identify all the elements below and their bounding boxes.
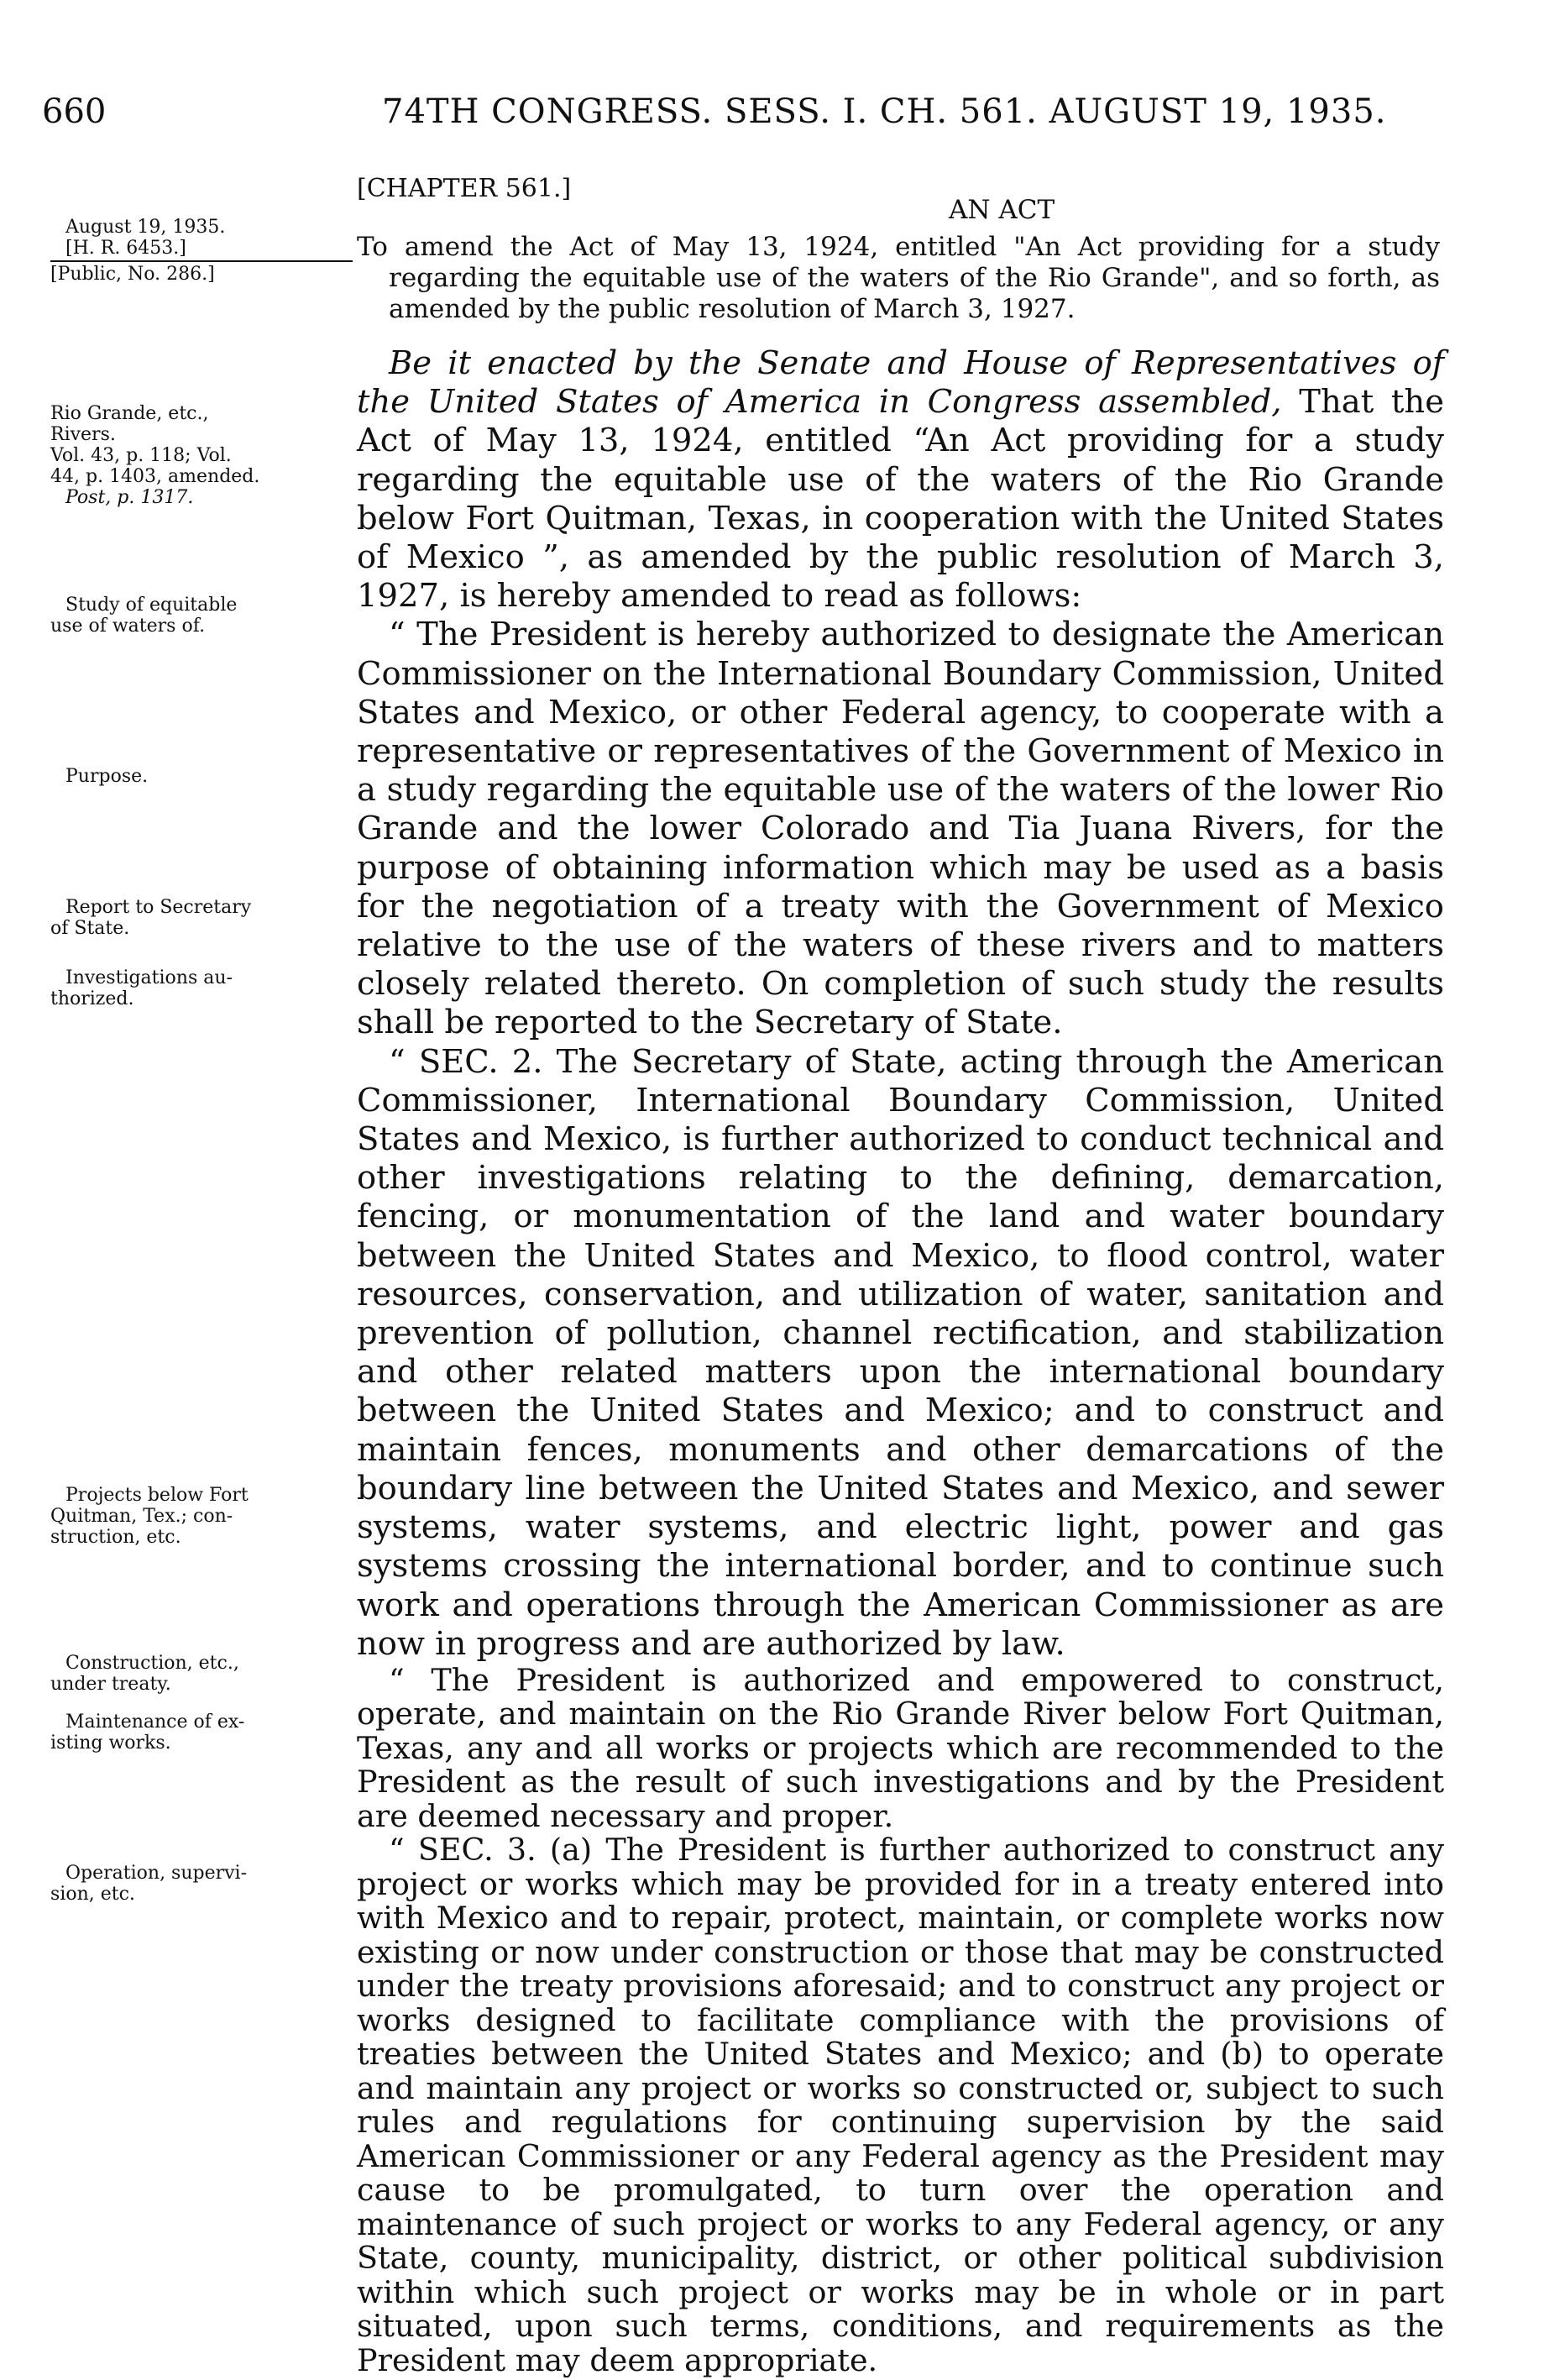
margin-note-line: use of waters of. [50, 616, 206, 637]
authorization-paragraph: “ The President is hereby authorized to designate the American Commissioner on the International Boundary Commission, United States and Mexico, or other Federal agency, to cooperate with a representative or representatives of the Government of Mexico in a study regarding the equitable use of the waters of the lower Rio Grande and the lower Colorado and Tia Juana Rivers, for the purpose of obtaining information which may be used as a basis for the negotiation of a treaty with the Government of Mexico relative to the use of the waters of these rivers and to matters closely related thereto. On completion of such study the results shall be reported to the Secretary of State. [357, 616, 1444, 1042]
margin-note-line: thorized. [50, 988, 134, 1009]
margin-note-date [50, 217, 353, 285]
margin-note-line: sion, etc. [50, 1884, 135, 1905]
margin-note-maintenance [50, 1712, 353, 1754]
margin-note-purpose [50, 766, 353, 787]
margin-note-projects [50, 1485, 353, 1548]
margin-note-operation [50, 1863, 353, 1905]
margin-note-line: [H. R. 6453.] [65, 238, 186, 259]
margin-note-rio-grande [50, 403, 353, 508]
section-2-paragraph: “ SEC. 2. The Secretary of State, acting through the American Commissioner, International Boundary Commission, United States and Mexico, is further authorized to conduct technical and other investigations relating to the defining, demarcation, fencing, or monumentation of the land and water boundary between the United States and Mexico, to flood control, water resources, conservation, and utilization of water, sanitation and prevention of pollution, channel rectification, and stabilization and other related matters upon the international boundary between the United States and Mexico; and to construct and maintain fences, monuments and other demarcations of the boundary line between the United States and Mexico, and sewer systems, water systems, and electric light, power and gas systems crossing the international border, and to continue such work and operations through the American Commissioner as are now in progress and are authorized by law. [357, 1042, 1444, 1663]
summary-text: To amend the Act of May 13, 1924, entitled "An Act providing for a study regarding the equitable use of the waters of the Rio Grande", and so forth, as amended by the public resolution of March 3, 1927. [357, 232, 1440, 324]
margin-note-line: of State. [50, 918, 130, 939]
margin-note-line: Construction, etc., [65, 1653, 239, 1674]
margin-note-line: Investigations au- [65, 967, 233, 988]
margin-note-construction [50, 1653, 353, 1695]
chapter-label: [CHAPTER 561.] [357, 174, 572, 203]
margin-note-line: Maintenance of ex- [65, 1712, 245, 1733]
margin-note-line: Quitman, Tex.; con- [50, 1506, 233, 1527]
margin-note-line: Vol. 43, p. 118; Vol. [50, 445, 232, 466]
act-body [357, 344, 1444, 2377]
margin-note-line: Rivers. [50, 424, 116, 445]
margin-note-line: Purpose. [65, 766, 149, 787]
margin-note-line: struction, etc. [50, 1527, 181, 1548]
act-summary [357, 232, 1440, 325]
section-1-text: That the Act of May 13, 1924, entitled “An Act providing for a study regarding the equitable use of the waters of the Rio Grande below Fort Quitman, Texas, in cooperation with the United States of Mexico ”, as amended by the public resolution of March 3, 1927, is hereby amended to read as follows: [357, 383, 1444, 616]
enacting-paragraph [357, 344, 1444, 616]
margin-note-line: Report to Secretary [65, 897, 252, 918]
projects-paragraph: “ The President is authorized and empowered to construct, operate, and maintain on the Rio Grande River below Fort Quitman, Texas, any and all works or projects which are recommended to the President as the result of such investigations and by the President are deemed necessary and proper. [357, 1661, 1444, 1834]
act-heading: AN ACT [949, 195, 1055, 225]
enacting-clause: Be it enacted by the Senate and House of Representatives of the United States of America in Congress assembled, [357, 344, 1444, 422]
page-number: 660 [42, 92, 107, 131]
margin-note-line: under treaty. [50, 1674, 171, 1695]
running-head: 74TH CONGRESS. SESS. I. CH. 561. AUGUST 19, 1935. [382, 92, 1387, 131]
margin-note-line: August 19, 1935. [65, 217, 226, 238]
margin-note-line: Study of equitable [65, 595, 238, 616]
margin-note-study [50, 595, 353, 637]
margin-note-line: 44, p. 1403, amended. [50, 466, 260, 487]
margin-note-line: Projects below Fort [65, 1485, 249, 1506]
margin-note-line: isting works. [50, 1733, 171, 1754]
margin-note-line: Post, p. 1317. [65, 487, 194, 508]
margin-note-investigations [50, 967, 353, 1009]
margin-note-report [50, 897, 353, 939]
section-3-paragraph: “ SEC. 3. (a) The President is further authorized to construct any project or works which may be provided for in a treaty entered into with Mexico and to repair, protect, maintain, or complete works now existing or now under construction or those that may be constructed under the treaty provisions aforesaid; and to construct any project or works designed to facilitate compliance with the provisions of treaties between the United States and Mexico; and (b) to operate and maintain any project or works so constructed or, subject to such rules and regulations for continuing supervision by the said American Commissioner or any Federal agency as the President may cause to be promulgated, to turn over the operation and maintenance of such project or works to any Federal agency, or any State, county, municipality, district, or other political subdivision within which such project or works may be in whole or in part situated, upon such terms, conditions, and requirements as the President may deem appropriate. [357, 1832, 1444, 2378]
margin-note-line: [Public, No. 286.] [50, 260, 353, 285]
margin-note-line: Operation, supervi- [65, 1863, 248, 1884]
margin-note-line: Rio Grande, etc., [50, 403, 209, 424]
